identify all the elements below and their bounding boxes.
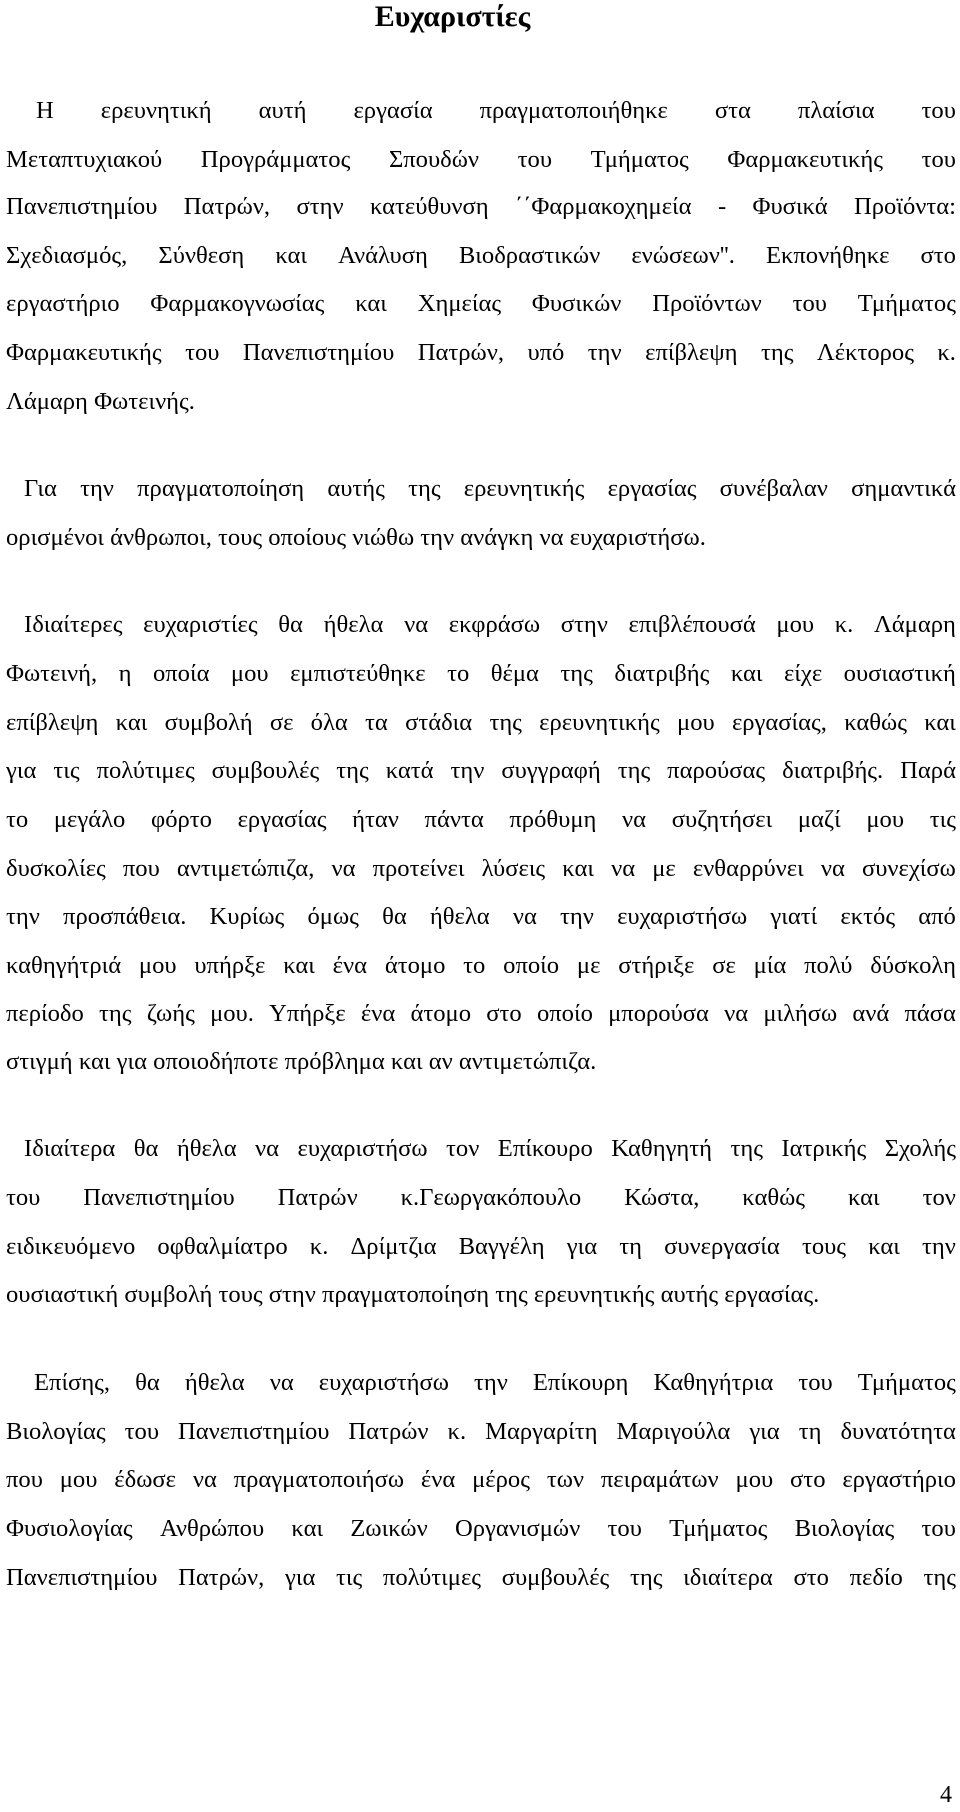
text-line: Σχεδιασμός, Σύνθεση και Ανάλυση Βιοδραστικών ενώσεων''. Εκπονήθηκε στο [6, 242, 956, 269]
page-number: 4 [940, 1782, 952, 1808]
text-line: Φαρμακευτικής του Πανεπιστημίου Πατρών, υπό την επίβλεψη της Λέκτορος κ. [6, 339, 956, 366]
text-line: Ιδιαίτερα θα ήθελα να ευχαριστήσω τον Επίκουρο Καθηγητή της Ιατρικής Σχολής [24, 1135, 956, 1162]
text-line: Μεταπτυχιακού Προγράμματος Σπουδών του Τμήματος Φαρμακευτικής του [6, 146, 956, 173]
text-line: ειδικευόμενο οφθαλμίατρο κ. Δρίμτζια Βαγγέλη για τη συνεργασία τους και την [6, 1233, 956, 1260]
text-line: Πανεπιστημίου Πατρών, για τις πολύτιμες συμβουλές της ιδιαίτερα στο πεδίο της [6, 1564, 956, 1591]
text-line: Ιδιαίτερες ευχαριστίες θα ήθελα να εκφράσω στην επιβλέπουσά μου κ. Λάμαρη [24, 611, 956, 638]
text-line: επίβλεψη και συμβολή σε όλα τα στάδια της ερευνητικής μου εργασίας, καθώς και [6, 709, 956, 736]
text-line: του Πανεπιστημίου Πατρών κ.Γεωργακόπουλο Κώστα, καθώς και τον [6, 1184, 956, 1211]
text-line: το μεγάλο φόρτο εργασίας ήταν πάντα πρόθυμη να συζητήσει μαζί μου τις [6, 806, 956, 833]
text-line: που μου έδωσε να πραγματοποιήσω ένα μέρος των πειραμάτων μου στο εργαστήριο [6, 1466, 956, 1493]
text-line: ορισμένοι άνθρωποι, τους οποίους νιώθω την ανάγκη να ευχαριστήσω. [6, 524, 706, 551]
text-line: δυσκολίες που αντιμετώπιζα, να προτείνει λύσεις και να με ενθαρρύνει να συνεχίσω [6, 855, 956, 882]
text-line: Για την πραγματοποίηση αυτής της ερευνητικής εργασίας συνέβαλαν σημαντικά [24, 475, 956, 502]
text-line: Φωτεινή, η οποία μου εμπιστεύθηκε το θέμα της διατριβής και είχε ουσιαστική [6, 660, 956, 687]
text-line: περίοδο της ζωής μου. Υπήρξε ένα άτομο στο οποίο μπορούσα να μιλήσω ανά πάσα [6, 1000, 956, 1027]
text-line: ουσιαστική συμβολή τους στην πραγματοποίηση της ερευνητικής αυτής εργασίας. [6, 1281, 820, 1308]
page-title: Ευχαριστίες [374, 0, 531, 33]
text-line: Επίσης, θα ήθελα να ευχαριστήσω την Επίκουρη Καθηγήτρια του Τμήματος [34, 1369, 956, 1396]
text-line: εργαστήριο Φαρμακογνωσίας και Χημείας Φυσικών Προϊόντων του Τμήματος [6, 290, 956, 317]
text-line: Λάμαρη Φωτεινής. [6, 388, 195, 415]
text-line: για τις πολύτιμες συμβουλές της κατά την συγγραφή της παρούσας διατριβής. Παρά [6, 757, 956, 784]
text-line: καθηγήτριά μου υπήρξε και ένα άτομο το οποίο με στήριξε σε μία πολύ δύσκολη [6, 952, 956, 979]
text-line: Πανεπιστημίου Πατρών, στην κατεύθυνση ΄΄Φαρμακοχημεία - Φυσικά Προϊόντα: [6, 193, 956, 220]
text-line: Βιολογίας του Πανεπιστημίου Πατρών κ. Μαργαρίτη Μαριγούλα για τη δυνατότητα [6, 1418, 956, 1445]
text-line: Η ερευνητική αυτή εργασία πραγματοποιήθηκε στα πλαίσια του [36, 97, 956, 124]
text-line: Φυσιολογίας Ανθρώπου και Ζωικών Οργανισμών του Τμήματος Βιολογίας του [6, 1515, 956, 1542]
text-line: στιγμή και για οποιοδήποτε πρόβλημα και αν αντιμετώπιζα. [6, 1048, 597, 1075]
text-line: την προσπάθεια. Κυρίως όμως θα ήθελα να την ευχαριστήσω γιατί εκτός από [6, 903, 956, 930]
